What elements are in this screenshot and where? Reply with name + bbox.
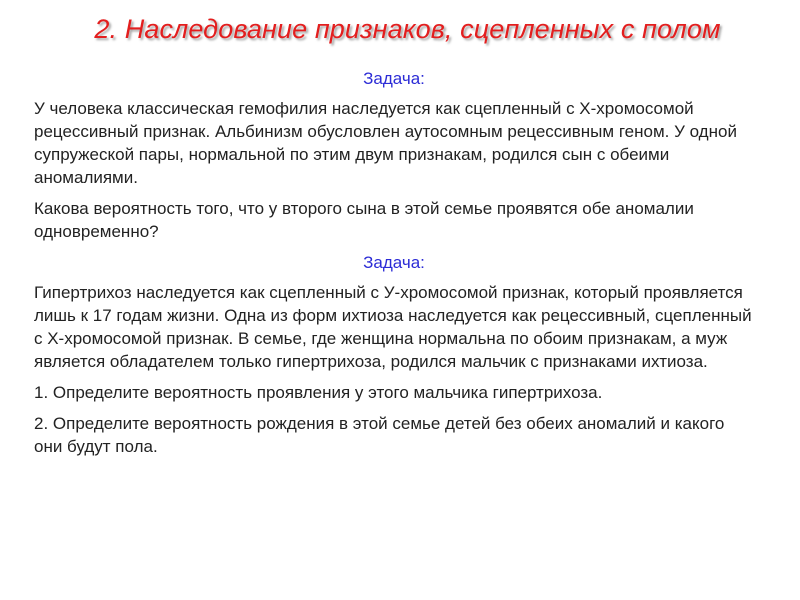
task2-question-2: 2. Определите вероятность рождения в этой семье детей без обеих аномалий и какого они будут пола. bbox=[34, 414, 725, 456]
task2-heading: Задача: bbox=[363, 253, 425, 272]
task2-condition: Гипертрихоз наследуется как сцепленный с У-хромосомой признак, который проявляется лишь к 17 годам жизни. Одна из форм ихтиоза наследуется как рецессивный, сцепленный с Х-хромосомой признак. В семье, где женщина нормальна по обоим признакам, а муж является обладателем только гипертрихоза, родился мальчик с признаками ихтиоза. bbox=[34, 283, 752, 371]
task2-question-1: 1. Определите вероятность проявления у этого мальчика гипертрихоза. bbox=[34, 383, 603, 402]
task1-question: Какова вероятность того, что у второго сына в этой семье проявятся обе аномалии одновременно? bbox=[34, 199, 694, 241]
task1-heading: Задача: bbox=[363, 69, 425, 88]
task1-condition: У человека классическая гемофилия наследуется как сцепленный с X-хромосомой рецессивный признак. Альбинизм обусловлен аутосомным рецессивным геном. У одной супружеской пары, нормальной по этим двум признакам, родился сын с обеими аномалиями. bbox=[34, 99, 737, 187]
slide-title: 2. Наследование признаков, сцепленных с полом bbox=[94, 14, 721, 44]
slide-content bbox=[34, 67, 754, 466]
